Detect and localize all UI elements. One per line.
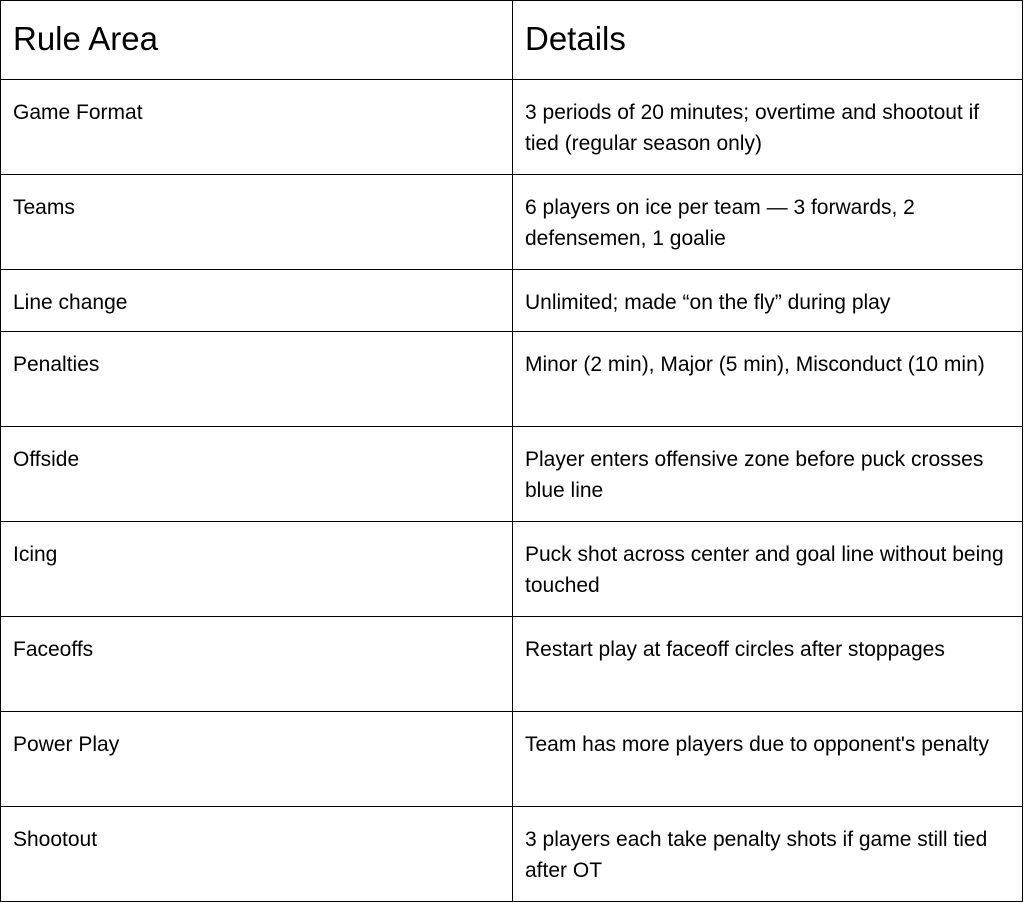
table-row (1, 80, 1023, 175)
table-row (1, 712, 1023, 807)
table-row (1, 270, 1023, 332)
rule-area-cell: Offside (1, 427, 513, 522)
header-details: Details (513, 1, 1023, 80)
table-row (1, 617, 1023, 712)
details-cell: Unlimited; made “on the fly” during play (513, 270, 1023, 332)
table-row (1, 332, 1023, 427)
details-cell: Team has more players due to opponent's penalty (513, 712, 1023, 807)
details-cell: Player enters offensive zone before puck crosses blue line (513, 427, 1023, 522)
details-cell: Minor (2 min), Major (5 min), Misconduct (10 min) (513, 332, 1023, 427)
header-row (1, 1, 1023, 80)
table-row (1, 807, 1023, 902)
table-row (1, 175, 1023, 270)
details-cell: Restart play at faceoff circles after stoppages (513, 617, 1023, 712)
rule-area-cell: Line change (1, 270, 513, 332)
rule-area-cell: Icing (1, 522, 513, 617)
details-cell: 6 players on ice per team — 3 forwards, 2 defensemen, 1 goalie (513, 175, 1023, 270)
header-rule-area: Rule Area (1, 1, 513, 80)
table-row (1, 522, 1023, 617)
rule-area-cell: Teams (1, 175, 513, 270)
rule-area-cell: Shootout (1, 807, 513, 902)
rule-area-cell: Game Format (1, 80, 513, 175)
rule-area-cell: Faceoffs (1, 617, 513, 712)
rule-area-cell: Power Play (1, 712, 513, 807)
rule-area-cell: Penalties (1, 332, 513, 427)
table-row (1, 427, 1023, 522)
details-cell: Puck shot across center and goal line without being touched (513, 522, 1023, 617)
details-cell: 3 periods of 20 minutes; overtime and shootout if tied (regular season only) (513, 80, 1023, 175)
details-cell: 3 players each take penalty shots if game still tied after OT (513, 807, 1023, 902)
